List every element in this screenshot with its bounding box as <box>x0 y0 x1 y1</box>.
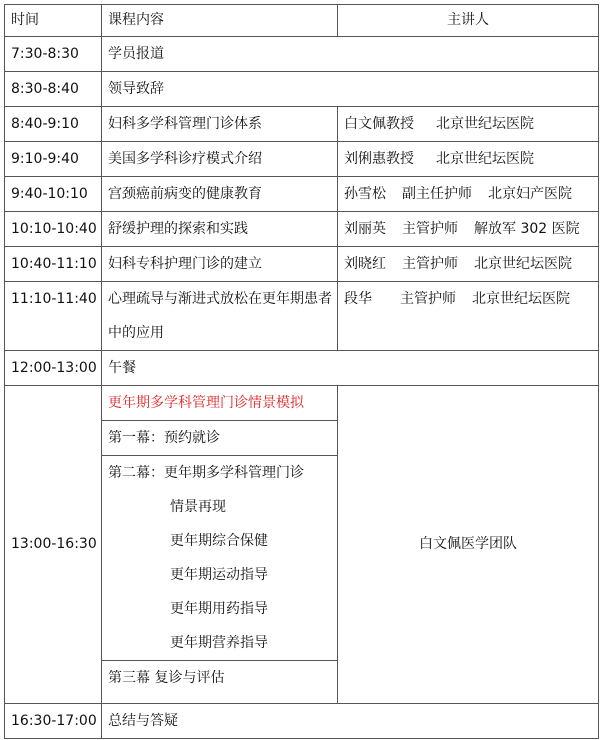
act2-subtitle: 情景再现 <box>170 499 226 515</box>
speaker-title: 主管护师 <box>402 255 458 272</box>
speaker-cell <box>338 212 599 247</box>
speaker-name: 白文佩教授 <box>344 115 414 132</box>
speaker-org: 解放军 302 医院 <box>474 220 580 237</box>
act3-label: 第三幕 复诊与评估 <box>108 670 225 686</box>
table-row <box>5 704 599 739</box>
speaker-title: 主管护师 <box>400 291 456 307</box>
time-cell: 8:40-9:10 <box>5 107 102 142</box>
time-cell: 13:00-16:30 <box>5 386 102 704</box>
content-cell: 学员报道 <box>102 37 599 72</box>
act2-segment <box>102 456 337 661</box>
content-cell: 妇科多学科管理门诊体系 <box>102 107 338 142</box>
time-cell: 16:30-17:00 <box>5 704 102 739</box>
time-cell: 11:10-11:40 <box>5 282 102 351</box>
table-row <box>5 282 599 351</box>
act2-label: 第二幕：更年期多学科管理门诊 <box>108 465 304 481</box>
simulation-row <box>5 386 599 704</box>
act2-item: 更年期综合保健 <box>170 533 268 549</box>
speaker-cell <box>338 282 599 351</box>
time-cell: 7:30-8:30 <box>5 37 102 72</box>
act1-label: 第一幕：预约就诊 <box>108 430 220 446</box>
act1-segment <box>102 421 337 456</box>
speaker-org: 北京世纪坛医院 <box>436 150 534 167</box>
speaker-cell <box>338 177 599 212</box>
table-row <box>5 37 599 72</box>
simulation-title-segment <box>102 386 337 421</box>
time-cell: 9:40-10:10 <box>5 177 102 212</box>
simulation-speaker-cell: 白文佩医学团队 <box>338 386 599 704</box>
speaker-title: 主管护师 <box>402 220 458 237</box>
time-cell: 12:00-13:00 <box>5 351 102 386</box>
speaker-org: 北京妇产医院 <box>488 185 572 202</box>
speaker-cell <box>338 107 599 142</box>
table-row <box>5 142 599 177</box>
table-row <box>5 177 599 212</box>
header-time: 时间 <box>5 5 102 37</box>
speaker-name: 刘俐惠教授 <box>344 150 414 167</box>
speaker-cell <box>338 142 599 177</box>
act2-item: 更年期营养指导 <box>170 635 268 651</box>
table-row <box>5 247 599 282</box>
speaker-org: 北京世纪坛医院 <box>436 115 534 132</box>
speaker-name: 刘晓红 <box>344 255 386 272</box>
table-row <box>5 212 599 247</box>
header-speaker: 主讲人 <box>338 5 599 37</box>
content-cell: 领导致辞 <box>102 72 599 107</box>
content-cell: 心理疏导与渐进式放松在更年期患者中的应用 <box>102 282 338 351</box>
time-cell: 8:30-8:40 <box>5 72 102 107</box>
time-cell: 9:10-9:40 <box>5 142 102 177</box>
content-cell: 午餐 <box>102 351 599 386</box>
content-cell: 舒缓护理的探索和实践 <box>102 212 338 247</box>
speaker-title: 副主任护师 <box>402 185 472 202</box>
act3-segment <box>102 661 337 695</box>
act2-item: 更年期运动指导 <box>170 567 268 583</box>
header-row <box>5 5 599 37</box>
speaker-name: 刘丽英 <box>344 220 386 237</box>
act2-item: 更年期用药指导 <box>170 601 268 617</box>
time-cell: 10:10-10:40 <box>5 212 102 247</box>
content-cell: 美国多学科诊疗模式介绍 <box>102 142 338 177</box>
time-cell: 10:40-11:10 <box>5 247 102 282</box>
schedule-table <box>4 4 599 739</box>
table-row <box>5 351 599 386</box>
table-row <box>5 72 599 107</box>
simulation-title: 更年期多学科管理门诊情景模拟 <box>108 395 304 411</box>
speaker-org: 北京世纪坛医院 <box>472 291 570 307</box>
content-cell: 宫颈癌前病变的健康教育 <box>102 177 338 212</box>
header-content: 课程内容 <box>102 5 338 37</box>
content-cell: 总结与答疑 <box>102 704 599 739</box>
simulation-content-cell <box>102 386 338 704</box>
speaker-cell <box>338 247 599 282</box>
content-cell: 妇科专科护理门诊的建立 <box>102 247 338 282</box>
speaker-name: 段华 <box>344 291 372 307</box>
speaker-org: 北京世纪坛医院 <box>474 255 572 272</box>
table-row <box>5 107 599 142</box>
speaker-name: 孙雪松 <box>344 185 386 202</box>
